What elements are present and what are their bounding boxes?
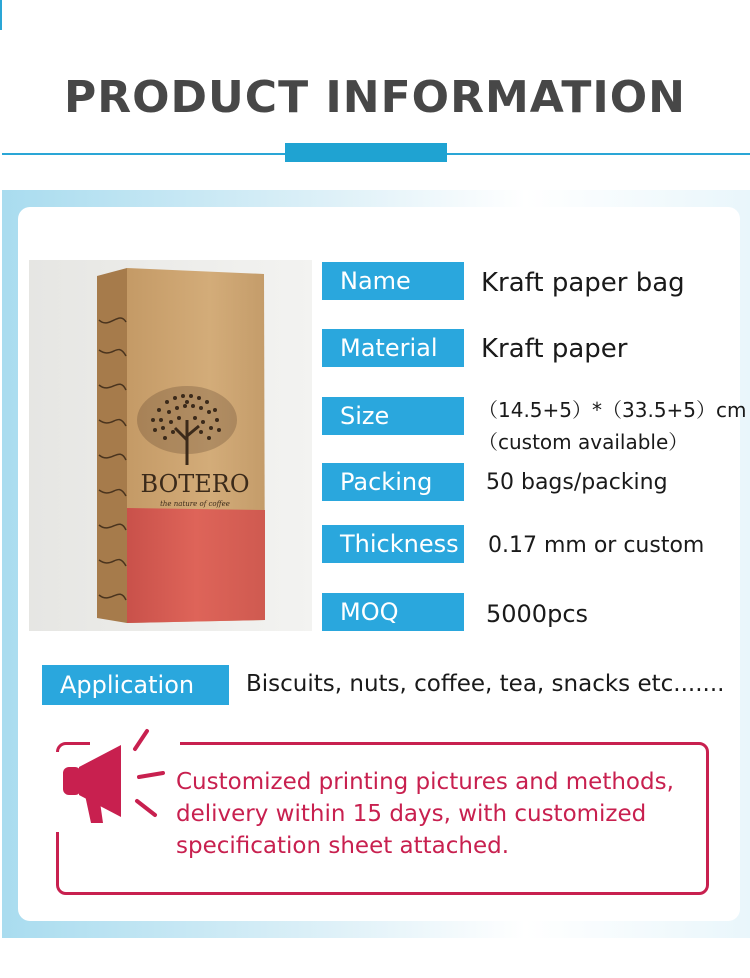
notice-line-2: delivery within 15 days, with customized [176, 801, 647, 827]
spec-label-thickness: Thickness [322, 525, 464, 563]
notice-text [176, 766, 674, 862]
spec-value-moq: 5000pcs [486, 600, 589, 628]
spec-value-thickness: 0.17 mm or custom [488, 533, 705, 558]
spec-label-material: Material [322, 329, 464, 367]
application-value: Biscuits, nuts, coffee, tea, snacks etc....... [246, 671, 725, 697]
notice-line-3: specification sheet attached. [176, 833, 510, 859]
spec-label-moq: MOQ [322, 593, 464, 631]
product-image [29, 260, 312, 631]
product-tagline-text: the nature of coffee [160, 500, 230, 508]
spec-label-size: Size [322, 397, 464, 435]
megaphone-icon [55, 727, 175, 827]
spec-label-name: Name [322, 262, 464, 300]
spec-note-size: （custom available） [478, 430, 689, 454]
spec-value-packing: 50 bags/packing [486, 470, 668, 495]
page-title: PRODUCT INFORMATION [64, 72, 686, 123]
product-brand-text: BOTERO [140, 470, 250, 498]
application-label: Application [42, 665, 229, 705]
spec-value-size: （14.5+5）*（33.5+5）cm [478, 398, 747, 422]
spec-value-material: Kraft paper [481, 334, 628, 364]
spec-label-packing: Packing [322, 463, 464, 501]
notice-line-1: Customized printing pictures and methods, [176, 769, 674, 795]
spec-value-name: Kraft paper bag [481, 268, 685, 298]
top-edge-mark [0, 0, 2, 30]
title-divider-accent [285, 143, 447, 162]
